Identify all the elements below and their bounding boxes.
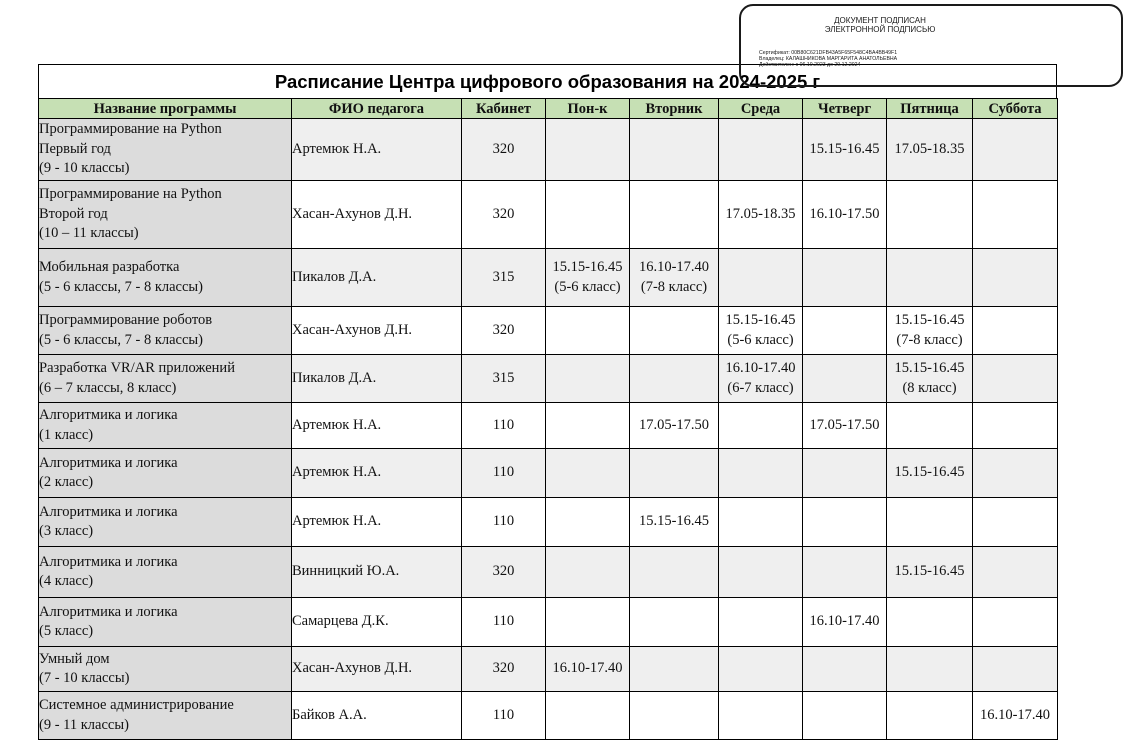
slot-time-line: 17.05-18.35 (894, 140, 965, 157)
program-name-line: (3 класс) (39, 523, 94, 539)
program-name-line: (4 класс) (39, 573, 94, 589)
schedule-slot-wed (719, 547, 803, 598)
schedule-slot-wed (719, 181, 803, 249)
schedule-slot-tue (630, 647, 719, 692)
schedule-slot-wed (719, 498, 803, 547)
header-friday: Пятница (887, 99, 973, 119)
schedule-slot-mon (546, 647, 630, 692)
page-title: Расписание Центра цифрового образования на 2024-2025 г (38, 64, 1057, 98)
schedule-slot-fri (887, 181, 973, 249)
slot-time-line: 15.15-16.45 (894, 360, 965, 376)
schedule-slot-sat (973, 181, 1058, 249)
schedule-slot-thu (803, 403, 887, 449)
room-cell: 315 (462, 355, 546, 403)
slot-time-line: 15.15-16.45 (725, 312, 796, 328)
schedule-body (39, 119, 1058, 740)
stamp-details (759, 50, 897, 68)
schedule-slot-mon (546, 449, 630, 498)
slot-time-line: (7-8 класс) (640, 278, 708, 295)
table-row (39, 647, 1058, 692)
schedule-slot-tue (630, 249, 719, 307)
schedule-slot-thu (803, 181, 887, 249)
program-name-line: Первый год (39, 140, 111, 157)
schedule-slot-fri (887, 547, 973, 598)
stamp-certificate: Сертификат: 00B80C621DFB43A5F65F548C4BA4BB49F1 (759, 50, 898, 56)
stamp-line-1: ДОКУМЕНТ ПОДПИСАН (834, 16, 926, 25)
slot-time-line: 17.05-17.50 (638, 416, 710, 433)
room-cell: 320 (462, 119, 546, 181)
teacher-cell: Артемюк Н.А. (292, 403, 462, 449)
schedule-slot-fri (887, 449, 973, 498)
table-row (39, 598, 1058, 647)
program-name-line: Разработка VR/AR приложений (39, 360, 235, 376)
schedule-slot-fri (887, 307, 973, 355)
slot-time-line: 15.15-16.45 (894, 464, 965, 481)
program-name-line: (9 - 11 классы) (39, 716, 129, 733)
schedule-slot-fri (887, 598, 973, 647)
slot-time-line: 16.10-17.40 (725, 360, 796, 376)
program-name-line: Программирование роботов (39, 312, 213, 328)
stamp-validity: Действителен: с 06.10.2023 до 29.12.2024 (759, 62, 861, 68)
program-name-line: Второй год (39, 205, 108, 222)
teacher-cell: Хасан-Ахунов Д.Н. (292, 307, 462, 355)
schedule-slot-sat (973, 647, 1058, 692)
schedule-slot-wed (719, 119, 803, 181)
schedule-slot-wed (719, 403, 803, 449)
schedule-slot-thu (803, 307, 887, 355)
header-room: Кабинет (462, 99, 546, 119)
program-name-line: (5 класс) (39, 623, 94, 639)
program-name-cell (39, 498, 292, 547)
schedule-slot-sat (973, 598, 1058, 647)
slot-time-line: 17.05-18.35 (725, 205, 796, 222)
teacher-cell: Винницкий Ю.А. (292, 547, 462, 598)
schedule-slot-tue (630, 449, 719, 498)
header-teacher: ФИО педагога (292, 99, 462, 119)
schedule-slot-mon (546, 355, 630, 403)
program-name-cell (39, 355, 292, 403)
schedule-slot-tue (630, 598, 719, 647)
schedule-slot-thu (803, 692, 887, 740)
schedule-slot-wed (719, 355, 803, 403)
schedule-slot-fri (887, 498, 973, 547)
program-name-line: (10 – 11 классы) (39, 225, 139, 242)
table-row (39, 249, 1058, 307)
room-cell: 110 (462, 403, 546, 449)
schedule-slot-tue (630, 355, 719, 403)
schedule-slot-fri (887, 249, 973, 307)
schedule-slot-thu (803, 249, 887, 307)
slot-time-line: 16.10-17.40 (552, 660, 623, 677)
schedule-slot-fri (887, 647, 973, 692)
slot-time-line: 17.05-17.50 (809, 416, 880, 433)
slot-time-line: 15.15-16.45 (894, 312, 965, 328)
program-name-line: (2 класс) (39, 474, 94, 490)
schedule-slot-wed (719, 692, 803, 740)
table-row (39, 355, 1058, 403)
program-name-cell (39, 181, 292, 249)
program-name-cell (39, 249, 292, 307)
stamp-line-2: ЭЛЕКТРОННОЙ ПОДПИСЬЮ (824, 25, 936, 34)
table-row (39, 181, 1058, 249)
table-row (39, 547, 1058, 598)
slot-time-line: 16.10-17.50 (809, 205, 880, 222)
table-row (39, 403, 1058, 449)
header-saturday: Суббота (973, 99, 1058, 119)
schedule-slot-thu (803, 547, 887, 598)
program-name-line: Системное администрирование (39, 697, 234, 713)
teacher-cell: Артемюк Н.А. (292, 449, 462, 498)
schedule-slot-thu (803, 119, 887, 181)
slot-time-line: (7-8 класс) (896, 331, 963, 348)
table-row (39, 449, 1058, 498)
teacher-cell: Пикалов Д.А. (292, 355, 462, 403)
program-name-line: (1 класс) (39, 426, 94, 443)
schedule-slot-thu (803, 449, 887, 498)
slot-time-line: 15.15-16.45 (638, 513, 710, 530)
table-row (39, 692, 1058, 740)
program-name-cell (39, 403, 292, 449)
room-cell: 110 (462, 598, 546, 647)
schedule-slot-wed (719, 249, 803, 307)
table-row (39, 498, 1058, 547)
header-thursday: Четверг (803, 99, 887, 119)
electronic-signature-stamp (739, 4, 1123, 87)
room-cell: 315 (462, 249, 546, 307)
program-name-line: (5 - 6 классы, 7 - 8 классы) (39, 278, 203, 295)
schedule-slot-sat (973, 249, 1058, 307)
room-cell: 320 (462, 307, 546, 355)
program-name-cell (39, 598, 292, 647)
header-wednesday: Среда (719, 99, 803, 119)
schedule-slot-fri (887, 355, 973, 403)
room-cell: 320 (462, 647, 546, 692)
program-name-line: Мобильная разработка (39, 259, 180, 275)
program-name-cell (39, 449, 292, 498)
program-name-cell (39, 647, 292, 692)
schedule-table (38, 98, 1058, 740)
schedule-slot-sat (973, 692, 1058, 740)
program-name-line: Алгоритмика и логика (39, 454, 178, 471)
teacher-cell: Хасан-Ахунов Д.Н. (292, 181, 462, 249)
schedule-slot-thu (803, 647, 887, 692)
program-name-line: (5 - 6 классы, 7 - 8 классы) (39, 331, 203, 348)
teacher-cell: Самарцева Д.К. (292, 598, 462, 647)
slot-time-line: 16.10-17.40 (638, 259, 710, 275)
schedule-slot-tue (630, 181, 719, 249)
schedule-slot-fri (887, 692, 973, 740)
schedule-slot-mon (546, 403, 630, 449)
schedule-slot-sat (973, 547, 1058, 598)
program-name-cell (39, 547, 292, 598)
room-cell: 320 (462, 547, 546, 598)
slot-time-line: 16.10-17.40 (809, 613, 880, 630)
slot-time-line: 15.15-16.45 (552, 259, 623, 275)
teacher-cell: Артемюк Н.А. (292, 498, 462, 547)
schedule-slot-tue (630, 403, 719, 449)
header-tuesday: Вторник (630, 99, 719, 119)
schedule-slot-fri (887, 119, 973, 181)
header-program: Название программы (39, 99, 292, 119)
schedule-slot-sat (973, 307, 1058, 355)
program-name-cell (39, 692, 292, 740)
schedule-slot-mon (546, 119, 630, 181)
slot-time-line: (6-7 класс) (727, 379, 794, 396)
schedule-slot-tue (630, 498, 719, 547)
schedule-slot-mon (546, 307, 630, 355)
schedule-slot-wed (719, 449, 803, 498)
schedule-slot-mon (546, 181, 630, 249)
schedule-slot-sat (973, 449, 1058, 498)
header-monday: Пон-к (546, 99, 630, 119)
program-name-cell (39, 307, 292, 355)
table-row (39, 119, 1058, 181)
room-cell: 110 (462, 692, 546, 740)
schedule-slot-sat (973, 119, 1058, 181)
program-name-line: Умный дом (39, 650, 110, 667)
schedule-slot-wed (719, 647, 803, 692)
program-name-line: Программирование на Python (39, 121, 222, 138)
slot-time-line: (5-6 класс) (554, 278, 621, 295)
schedule-slot-mon (546, 498, 630, 547)
program-name-line: Программирование на Python (39, 186, 222, 203)
teacher-cell: Артемюк Н.А. (292, 119, 462, 181)
schedule-slot-tue (630, 307, 719, 355)
schedule-slot-mon (546, 692, 630, 740)
schedule-slot-tue (630, 547, 719, 598)
slot-time-line: 15.15-16.45 (894, 563, 965, 580)
schedule-slot-wed (719, 598, 803, 647)
program-name-line: (7 - 10 классы) (39, 670, 130, 686)
program-name-cell (39, 119, 292, 181)
schedule-slot-thu (803, 355, 887, 403)
header-row (39, 99, 1058, 119)
schedule-slot-sat (973, 498, 1058, 547)
schedule-slot-thu (803, 498, 887, 547)
schedule-slot-sat (973, 403, 1058, 449)
schedule-slot-sat (973, 355, 1058, 403)
room-cell: 110 (462, 449, 546, 498)
schedule-slot-thu (803, 598, 887, 647)
slot-time-line: 16.10-17.40 (979, 706, 1051, 723)
program-name-line: Алгоритмика и логика (39, 407, 178, 423)
program-name-line: Алгоритмика и логика (39, 503, 178, 520)
slot-time-line: 15.15-16.45 (809, 140, 880, 157)
schedule-slot-tue (630, 692, 719, 740)
program-name-line: Алгоритмика и логика (39, 553, 178, 570)
program-name-line: Алгоритмика и логика (39, 603, 178, 620)
stamp-heading (741, 16, 1019, 34)
table-row (39, 307, 1058, 355)
schedule-slot-mon (546, 598, 630, 647)
schedule-slot-fri (887, 403, 973, 449)
teacher-cell: Пикалов Д.А. (292, 249, 462, 307)
schedule-slot-mon (546, 547, 630, 598)
stamp-owner: Владелец: КАЛАШНИКОВА МАРГАРИТА АНАТОЛЬЕВНА (759, 56, 898, 62)
teacher-cell: Хасан-Ахунов Д.Н. (292, 647, 462, 692)
schedule-slot-mon (546, 249, 630, 307)
slot-time-line: (5-6 класс) (727, 331, 794, 348)
teacher-cell: Байков А.А. (292, 692, 462, 740)
slot-time-line: (8 класс) (902, 379, 957, 396)
program-name-line: (9 - 10 классы) (39, 160, 130, 177)
room-cell: 110 (462, 498, 546, 547)
schedule-slot-wed (719, 307, 803, 355)
room-cell: 320 (462, 181, 546, 249)
program-name-line: (6 – 7 классы, 8 класс) (39, 379, 177, 396)
schedule-slot-tue (630, 119, 719, 181)
